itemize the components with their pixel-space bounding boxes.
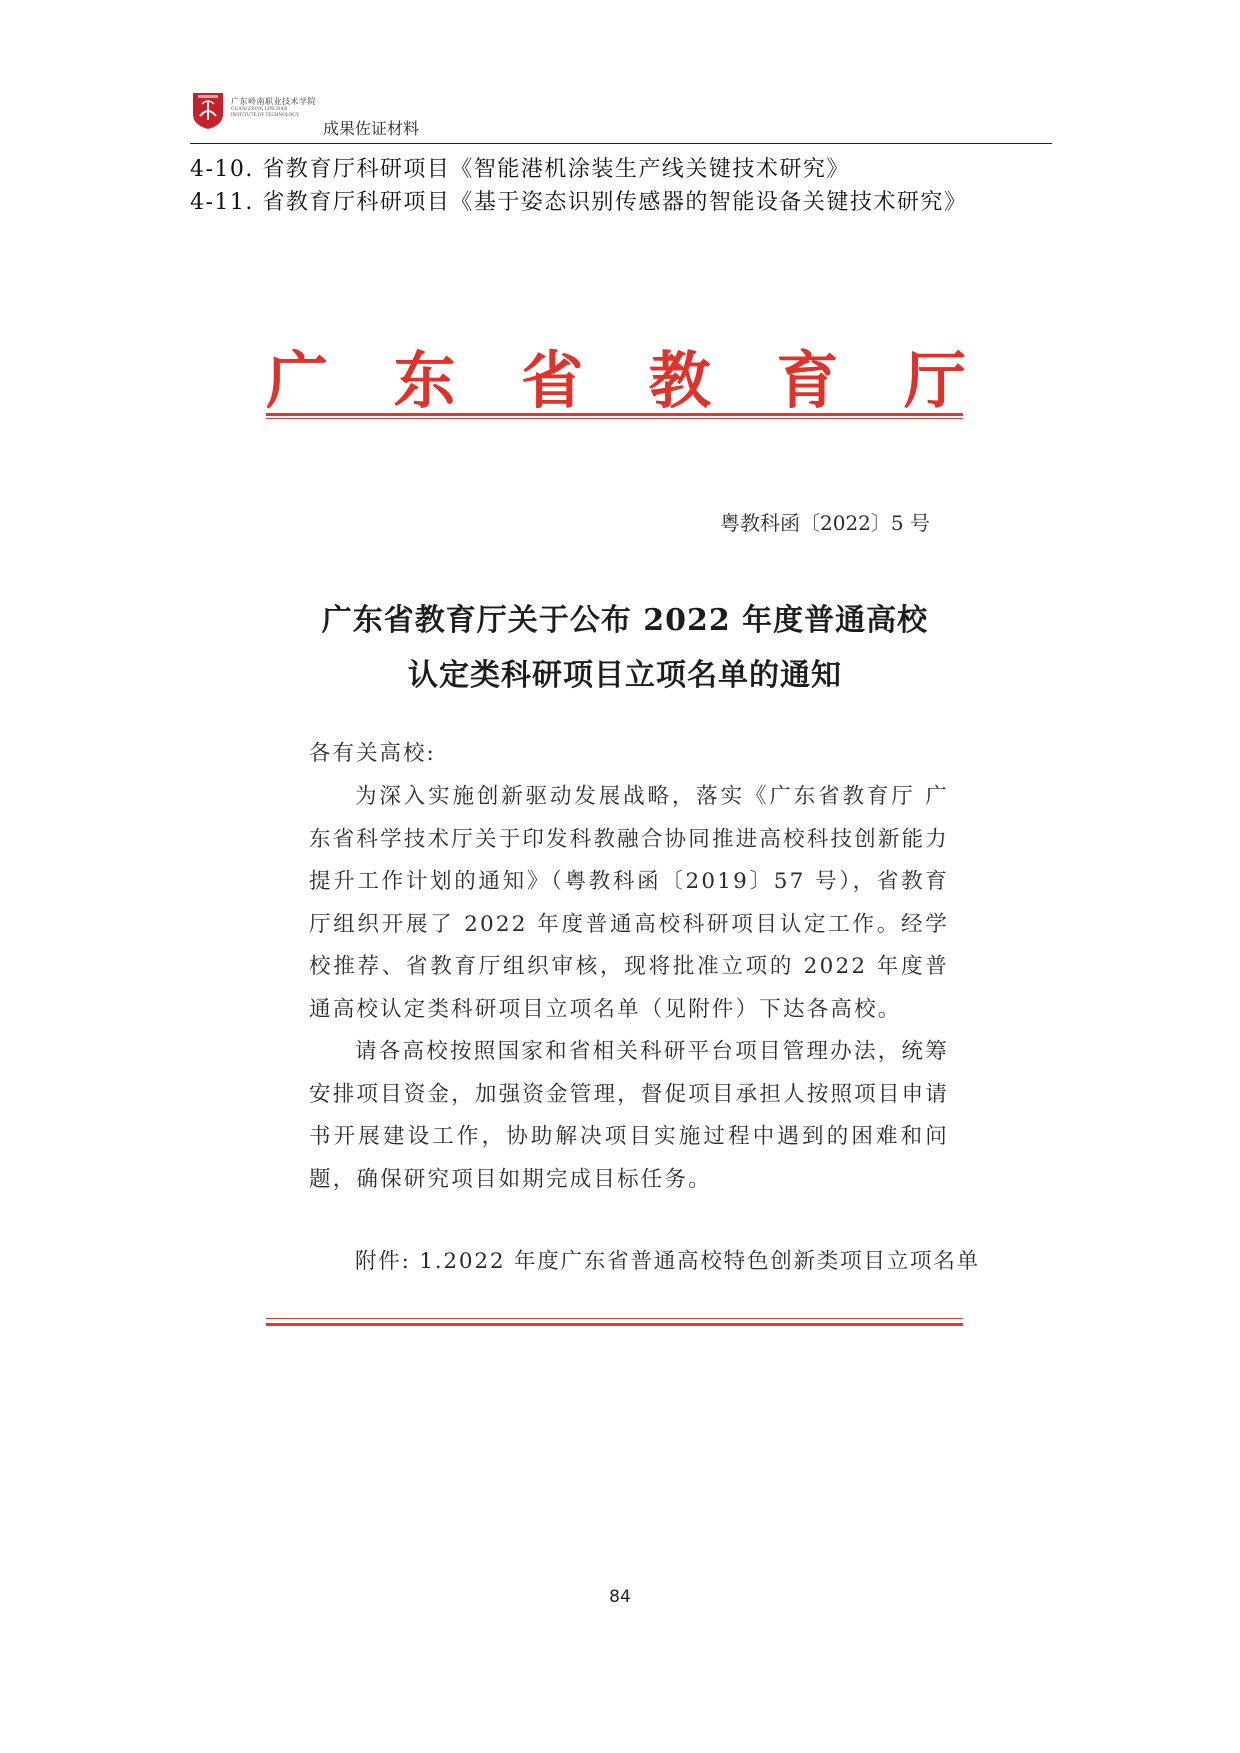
item-line-4-11: 4-11. 省教育厅科研项目《基于姿态识别传感器的智能设备关键技术研究》 — [190, 190, 968, 215]
header-subtitle: 成果佐证材料 — [323, 119, 420, 138]
salutation: 各有关高校: — [309, 741, 436, 766]
authority-char: 省 — [521, 343, 584, 417]
document-title-line-2: 认定类科研项目立项名单的通知 — [408, 658, 842, 693]
red-divider-bottom — [266, 1323, 963, 1326]
document-title-line-1: 广东省教育厅关于公布 2022 年度普通高校 — [321, 603, 929, 638]
issuing-authority-heading — [266, 335, 966, 415]
authority-char: 东 — [393, 343, 456, 417]
school-logo — [192, 92, 224, 130]
authority-char: 广 — [266, 343, 329, 417]
authority-char: 育 — [776, 343, 839, 417]
page-number: 84 — [609, 1587, 631, 1607]
authority-char: 厅 — [903, 343, 966, 417]
red-divider-bottom-thin — [266, 1318, 963, 1319]
authority-char: 教 — [648, 343, 711, 417]
school-name-en: GUANGDONG LINGNAN INSTITUTE OF TECHNOLOGY — [231, 107, 300, 118]
header-divider — [190, 143, 1052, 144]
item-line-4-10: 4-10. 省教育厅科研项目《智能港机涂装生产线关键技术研究》 — [190, 157, 850, 182]
attachment-line: 附件: 1.2022 年度广东省普通高校特色创新类项目立项名单 — [355, 1249, 980, 1274]
red-divider-top — [266, 413, 963, 416]
body-paragraph-2: 请各高校按照国家和省相关科研平台项目管理办法，统筹安排项目资金，加强资金管理，督促项目承担人按照项目申请书开展建设工作，协助解决项目实施过程中遇到的困难和问题，确保研究项目如期完成目标任务。 — [309, 1039, 949, 1192]
red-divider-top-thin — [266, 418, 963, 419]
school-name-cn: 广东岭南职业技术学院 — [231, 97, 316, 106]
body-paragraph-1: 为深入实施创新驱动发展战略，落实《广东省教育厅 广东省科学技术厅关于印发科教融合协同推进高校科技创新能力提升工作计划的通知》（粤教科函〔2019〕57 号），省教育厅组织开展了 2022 年度普通高校科研项目认定工作。经学校推荐、省教育厅组织审核，现将批准立项的 2022 年度普通高校认定类科研项目立项名单（见附件）下达各高校。 — [309, 784, 949, 1022]
document-number: 粤教科函〔2022〕5 号 — [720, 511, 930, 535]
